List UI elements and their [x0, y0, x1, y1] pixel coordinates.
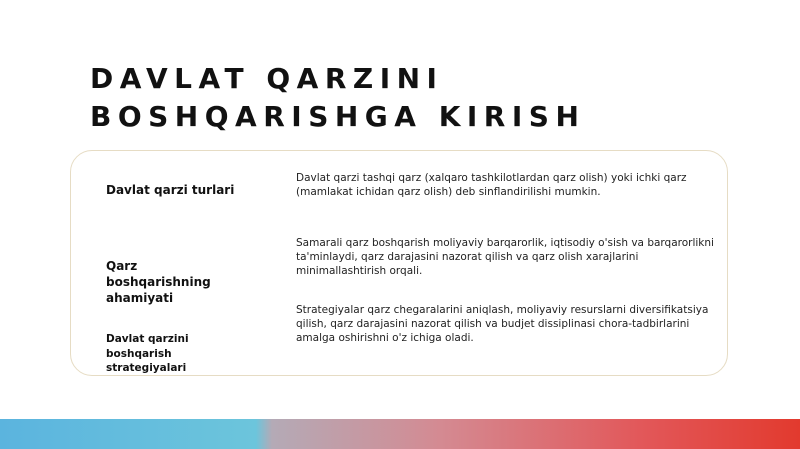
slide-title: DAVLAT QARZINI BOSHQARISHGA KIRISH [90, 62, 586, 133]
row-text-strategies: Strategiyalar qarz chegaralarini aniqlash, moliyaviy resurslarni diversifikatsiya qilish, qarz darajasini nazorat qilish va budjet dissiplinasi chora-tadbirlarini amalga oshirishni o'z ichiga oladi. [296, 304, 709, 344]
row-label-strategies: Davlat qarzini boshqarish strategiyalari [106, 333, 189, 374]
row-text-debt-types: Davlat qarzi tashqi qarz (xalqaro tashkilotlardan qarz olish) yoki ichki qarz (mamlakat ichidan qarz olish) deb sinflandirilishi mumkin. [296, 172, 687, 198]
row-label-debt-types: Davlat qarzi turlari [106, 183, 235, 197]
row-text-importance: Samarali qarz boshqarish moliyaviy barqarorlik, iqtisodiy o'sish va barqarorlikni ta'minlaydi, qarz darajasini nazorat qilish va qarz olish xarajlarini minimallashtirish orqali. [296, 237, 714, 277]
bottom-gradient-bar [0, 419, 800, 449]
row-label-importance: Qarz boshqarishning ahamiyati [106, 259, 211, 305]
